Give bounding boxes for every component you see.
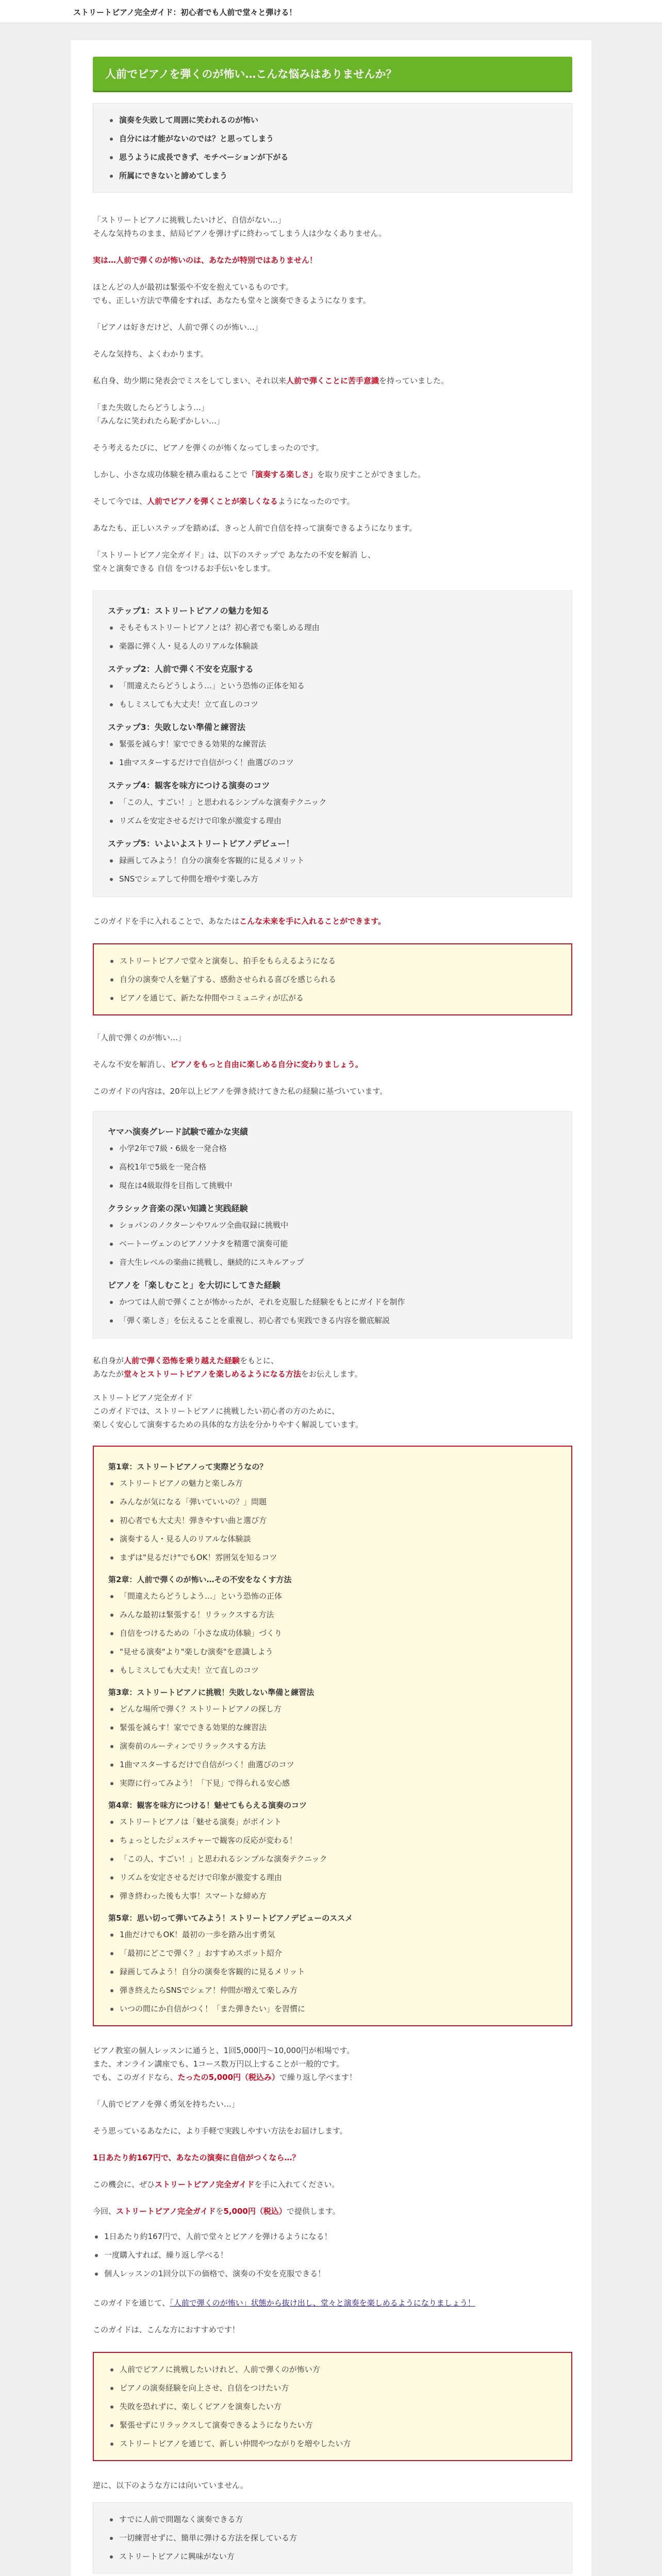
list-item: 個人レッスンの1回分以下の価格で、演奏の不安を克服できる！ xyxy=(93,2264,572,2283)
price-paragraph: 今回、ストリートピアノ完全ガイドを5,000円（税込）で提供します。 xyxy=(93,2207,340,2216)
list-item: 現在は4級取得を目指して挑戦中 xyxy=(108,1176,557,1195)
section-list xyxy=(108,1812,557,1905)
list-item: 一切練習せずに、簡単に弾ける方法を探している方 xyxy=(108,2529,557,2547)
not-for-box xyxy=(93,2502,572,2573)
hero-title: 人前でピアノを弾くのが怖い…こんな悩みはありませんか？ xyxy=(93,57,572,91)
intro-paragraph: あなたも、正しいステップを踏めば、きっと人前で自信を持って演奏できるようになります。 xyxy=(93,523,417,533)
recommend-list xyxy=(108,2360,557,2453)
list-item: 一度購入すれば、繰り返し学べる！ xyxy=(93,2246,572,2264)
closing-link[interactable]: 「人前で弾くのが怖い」状態から抜け出し、堂々と演奏を楽しめるようになりましょう！ xyxy=(170,2298,475,2308)
list-item: 失敗を恐れずに、楽しくピアノを演奏したい方 xyxy=(108,2397,557,2416)
section-title: ステップ1：ストリートピアノの魅力を知る xyxy=(108,606,270,616)
closing-paragraph: このガイドは、こんな方におすすめです！ xyxy=(93,2325,240,2334)
list-item: 「最初にどこで弾く？」おすすめスポット紹介 xyxy=(108,1944,557,1962)
list-item: 1曲マスターするだけで自信がつく！曲選びのコツ xyxy=(108,1755,557,1774)
list-item: 録画してみよう！自分の演奏を客観的に見るメリット xyxy=(108,1962,557,1981)
intro-paragraph: 「また失敗したらどうしよう…」 「みんなに笑われたら恥ずかしい…」 xyxy=(93,403,225,426)
top-bar xyxy=(0,0,662,23)
list-item: 1曲マスターするだけで自信がつく！曲選びのコツ xyxy=(108,753,557,772)
intro-highlight: 実は…人前で弾くのが怖いのは、あなたが特別ではありません！ xyxy=(93,256,318,265)
list-item: 緊張せずにリラックスして演奏できるようになりたい方 xyxy=(108,2416,557,2434)
mid2-paragraph: 私自身が人前で弾く恐怖を乗り越えた経験をもとに、 あなたが堂々とストリートピアノを楽しめるようになる方法をお伝えします。 xyxy=(93,1356,362,1379)
recommend-box xyxy=(93,2352,572,2461)
section-title: ヤマハ演奏グレード試験で確かな実績 xyxy=(108,1127,248,1137)
section-title: ステップ2：人前で弾く不安を克服する xyxy=(108,664,254,674)
section-title: ステップ5：いよいよストリートピアノデビュー！ xyxy=(108,839,294,849)
list-item: 1日あたり約167円で、人前で堂々とピアノを弾けるようになる！ xyxy=(93,2227,572,2246)
list-item: ショパンのノクターンやワルツ全曲収録に挑戦中 xyxy=(108,1216,557,1234)
article-content xyxy=(93,57,572,2573)
section-list xyxy=(108,793,557,830)
steps-box xyxy=(93,590,572,897)
section-title: ピアノを「楽しむこと」を大切にしてきた経験 xyxy=(108,1280,280,1290)
list-item: リズムを安定させるだけで印象が激変する理由 xyxy=(108,1868,557,1887)
final-paragraph: 逆に、以下のような方には向いていません。 xyxy=(93,2481,248,2490)
price-paragraph: 「人前でピアノを弾く勇気を持ちたい…」 xyxy=(93,2099,239,2109)
list-item: 自分には才能がないのでは？と思ってしまう xyxy=(108,129,557,148)
intro-paragraph: 「ピアノは好きだけど、人前で弾くのが怖い…」 xyxy=(93,323,262,332)
list-item: すでに人前で問題なく演奏できる方 xyxy=(108,2510,557,2529)
list-item: ストリートピアノの魅力と楽しみ方 xyxy=(108,1474,557,1493)
section-title: 第4章：観客を味方につける！魅せてもらえる演奏のコツ xyxy=(108,1801,307,1810)
section-list xyxy=(108,851,557,888)
intro-paragraph: そして今では、人前でピアノを弾くことが楽しくなるようになったのです。 xyxy=(93,497,355,506)
not-for-list xyxy=(108,2510,557,2566)
intro-paragraph: 私自身、幼少期に発表会でミスをしてしまい、それ以来人前で弾くことに苦手意識を持っていました。 xyxy=(93,376,449,385)
section-title: ステップ3：失敗しない準備と練習法 xyxy=(108,722,245,732)
worries-box xyxy=(93,103,572,193)
worries-list xyxy=(108,111,557,185)
list-item: ピアノの演奏経験を向上させ、自信をつけたい方 xyxy=(108,2379,557,2397)
list-item: 「間違えたらどうしよう…」という恐怖の正体 xyxy=(108,1587,557,1605)
list-item: 緊張を減らす！家でできる効果的な練習法 xyxy=(108,735,557,753)
section-list xyxy=(108,676,557,714)
list-item: 思うように成長できず、モチベーションが下がる xyxy=(108,148,557,166)
price-points-list xyxy=(93,2227,572,2283)
list-item: 実際に行ってみよう！「下見」で得られる安心感 xyxy=(108,1774,557,1792)
intro-paragraph: そう考えるたびに、ピアノを弾くのが怖くなってしまったのです。 xyxy=(93,443,324,452)
section-list xyxy=(108,1587,557,1680)
list-item: かつては人前で弾くことが怖かったが、それを克服した経験をもとにガイドを制作 xyxy=(108,1293,557,1311)
list-item: まずは"見るだけ"でもOK！雰囲気を知るコツ xyxy=(108,1548,557,1567)
list-item: 音大生レベルの楽曲に挑戦し、継続的にスキルアップ xyxy=(108,1253,557,1272)
list-item: 高校1年で5級を一発合格 xyxy=(108,1158,557,1176)
mid-paragraph: そんな不安を解消し、ピアノをもっと自由に楽しめる自分に変わりましょう。 xyxy=(93,1060,363,1069)
section-title: 第2章：人前で弾くのが怖い…その不安をなくす方法 xyxy=(108,1575,292,1584)
price-paragraph: そう思っているあなたに、より手軽で実践しやすい方法をお届けします。 xyxy=(93,2126,347,2136)
site-title[interactable]: ストリートピアノ完全ガイド：初心者でも人前で堂々と弾ける！ xyxy=(73,8,297,17)
section-list xyxy=(108,735,557,772)
list-item: "見せる演奏"より"楽しむ演奏"を意識しよう xyxy=(108,1642,557,1661)
mid-paragraph: このガイドの内容は、20年以上ピアノを弾き続けてきた私の経験に基づいています。 xyxy=(93,1087,388,1096)
list-item: SNSでシェアして仲間を増やす楽しみ方 xyxy=(108,870,557,888)
list-item: もしミスしても大丈夫！立て直しのコツ xyxy=(108,695,557,714)
list-item: 緊張を減らす！家でできる効果的な練習法 xyxy=(108,1718,557,1737)
list-item: 自分の演奏で人を魅了する、感動させられる喜びを感じられる xyxy=(108,970,557,989)
list-item: 所属にできないと諦めてしまう xyxy=(108,166,557,185)
list-item: 演奏する人・見る人のリアルな体験談 xyxy=(108,1530,557,1548)
section-list xyxy=(108,1474,557,1567)
list-item: 「この人、すごい！」と思われるシンプルな演奏テクニック xyxy=(108,1850,557,1868)
section-list xyxy=(108,618,557,655)
section-title: ステップ4：観客を味方につける演奏のコツ xyxy=(108,781,270,790)
list-item: ベートーヴェンのピアノソナタを精選で演奏可能 xyxy=(108,1234,557,1253)
section-list xyxy=(108,1139,557,1195)
list-item: 弾き終えたらSNSでシェア！仲間が増えて楽しみ方 xyxy=(108,1981,557,1999)
list-item: ストリートピアノに興味がない方 xyxy=(108,2547,557,2566)
mid-paragraph: 「人前で弾くのが怖い…」 xyxy=(93,1033,186,1042)
list-item: 録画してみよう！自分の演奏を客観的に見るメリット xyxy=(108,851,557,870)
section-list xyxy=(108,1216,557,1272)
list-item: 初心者でも大丈夫！弾きやすい曲と選び方 xyxy=(108,1511,557,1530)
section-title: 第3章：ストリートピアノに挑戦！失敗しない準備と練習法 xyxy=(108,1688,315,1697)
after-steps-text: このガイドを手に入れることで、あなたはこんな未来を手に入れることができます。 xyxy=(93,917,386,926)
list-item: 「この人、すごい！」と思われるシンプルな演奏テクニック xyxy=(108,793,557,811)
list-item: みんな最初は緊張する！リラックスする方法 xyxy=(108,1605,557,1624)
list-item: そもそもストリートピアノとは？初心者でも楽しめる理由 xyxy=(108,618,557,637)
list-item: 「弾く楽しさ」を伝えることを重視し、初心者でも実践できる内容を徹底解説 xyxy=(108,1311,557,1330)
list-item: 1曲だけでもOK！最初の一歩を踏み出す勇気 xyxy=(108,1925,557,1944)
intro-paragraph: 「ストリートピアノ完全ガイド」は、以下のステップで あなたの不安を解消 し、 堂々と演奏できる 自信 をつけるお手伝いをします。 xyxy=(93,550,376,573)
list-item: 演奏を失敗して周囲に笑われるのが怖い xyxy=(108,111,557,129)
list-item: もしミスしても大丈夫！立て直しのコツ xyxy=(108,1661,557,1680)
list-item: ストリートピアノを通じて、新しい仲間やつながりを増やしたい方 xyxy=(108,2434,557,2453)
section-list xyxy=(108,1700,557,1792)
intro-paragraph: そんな気持ち、よくわかります。 xyxy=(93,349,208,359)
list-item: みんなが気になる「弾いていいの？」問題 xyxy=(108,1493,557,1511)
price-paragraph: ピアノ教室の個人レッスンに通うと、1回5,000円〜10,000円が相場です。 また、オンライン講座でも、1コース数万円以上することが一般的です。 xyxy=(93,2046,355,2069)
list-item: ストリートピアノは「魅せる演奏」がポイント xyxy=(108,1812,557,1831)
list-item: 楽器に弾く人・見る人のリアルな体験談 xyxy=(108,637,557,655)
future-box xyxy=(93,943,572,1015)
section-title: クラシック音楽の深い知識と実践経験 xyxy=(108,1204,248,1213)
credentials-box xyxy=(93,1111,572,1338)
mid2-paragraph: ストリートピアノ完全ガイド このガイドでは、ストリートピアノに挑戦したい初心者の方のために、 楽しく安心して演奏するための具体的な方法を分かりやすく解説しています。 xyxy=(93,1393,363,1429)
list-item: いつの間にか自信がつく！「また弾きたい」を習慣に xyxy=(108,1999,557,2018)
list-item: ちょっとしたジェスチャーで観客の反応が変わる！ xyxy=(108,1831,557,1850)
section-list xyxy=(108,1925,557,2018)
price-paragraph: この機会に、ぜひストリートピアノ完全ガイドを手に入れてください。 xyxy=(93,2180,340,2189)
closing-paragraph: このガイドを通じて、「人前で弾くのが怖い」状態から抜け出し、堂々と演奏を楽しめるようになりましょう！ xyxy=(93,2298,475,2308)
list-item: 弾き終わった後も大事！スマートな締め方 xyxy=(108,1887,557,1905)
list-item: ピアノを通じて、新たな仲間やコミュニティが広がる xyxy=(108,989,557,1007)
list-item: 小学2年で7級・6級を一発合格 xyxy=(108,1139,557,1158)
intro-paragraph: ほとんどの人が最初は緊張や不安を抱えているものです。 でも、正しい方法で準備をすれば、あなたも堂々と演奏できるようになります。 xyxy=(93,282,371,305)
intro-paragraph: 「ストリートピアノに挑戦したいけど、自信がない…」 そんな気持ちのまま、結局ピアノを弾けずに終わってしまう人は少なくありません。 xyxy=(93,215,387,238)
intro-paragraph: しかし、小さな成功体験を積み重ねることで「演奏する楽しさ」を取り戻すことができました。 xyxy=(93,470,426,479)
list-item: 自信をつけるための「小さな成功体験」づくり xyxy=(108,1624,557,1642)
list-item: リズムを安定させるだけで印象が激変する理由 xyxy=(108,811,557,830)
future-list xyxy=(108,952,557,1007)
list-item: 「間違えたらどうしよう…」という恐怖の正体を知る xyxy=(108,676,557,695)
price-highlight: 1日あたり約167円で、あなたの演奏に自信がつくなら…？ xyxy=(93,2153,300,2162)
price-paragraph: でも、このガイドなら、たったの5,000円（税込み）で繰り返し学べます！ xyxy=(93,2073,357,2082)
article-card xyxy=(71,40,591,2576)
section-list xyxy=(108,1293,557,1330)
list-item: 演奏前のルーティンでリラックスする方法 xyxy=(108,1737,557,1755)
section-title: 第1章：ストリートピアノって実際どうなの？ xyxy=(108,1462,268,1471)
list-item: ストリートピアノで堂々と演奏し、拍手をもらえるようになる xyxy=(108,952,557,970)
section-title: 第5章：思い切って弾いてみよう！ストリートピアノデビューのススメ xyxy=(108,1913,353,1923)
list-item: 人前でピアノに挑戦したいけれど、人前で弾くのが怖い方 xyxy=(108,2360,557,2379)
toc-box xyxy=(93,1446,572,2026)
list-item: どんな場所で弾く？ストリートピアノの探し方 xyxy=(108,1700,557,1718)
